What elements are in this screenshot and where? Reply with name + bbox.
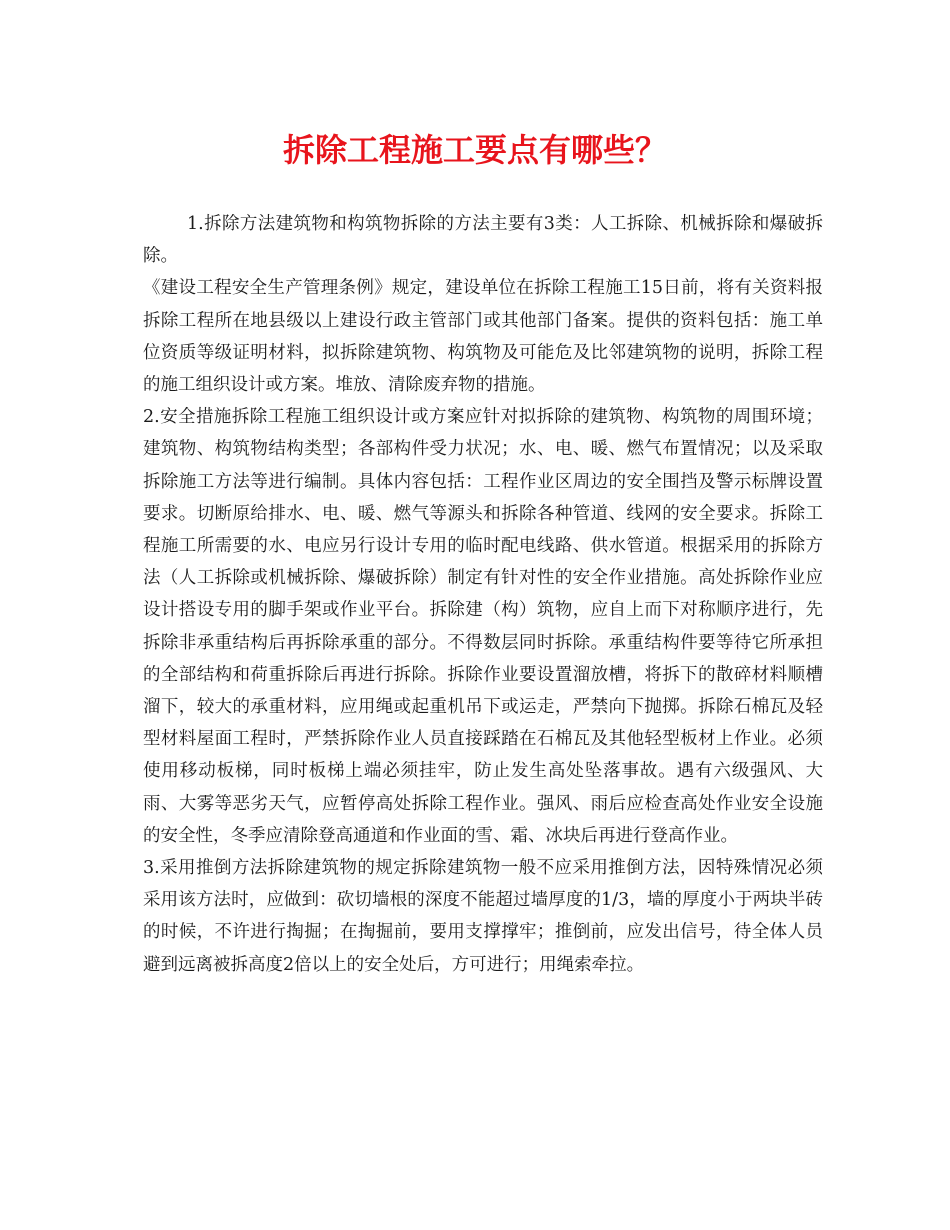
paragraph-regulation-filing: 《建设工程安全生产管理条例》规定，建设单位在拆除工程施工15日前，将有关资料报拆除工程所在地县级以上建设行政主管部门或其他部门备案。提供的资料包括：施工单位资质等级证明材料，拟拆除建筑物、构筑物及可能危及比邻建筑物的说明，拆除工程的施工组织设计或方案。堆放、清除废弃物的措施。 bbox=[143, 278, 823, 396]
document-body bbox=[143, 208, 823, 981]
paragraph-safety-measures: 2.安全措施拆除工程施工组织设计或方案应针对拟拆除的建筑物、构筑物的周围环境；建筑物、构筑物结构类型；各部构件受力状况；水、电、暖、燃气布置情况；以及采取拆除施工方法等进行编制。具体内容包括：工程作业区周边的安全围挡及警示标牌设置要求。切断原给排水、电、暖、燃气等源头和拆除各种管道、线网的安全要求。拆除工程施工所需要的水、电应另行设计专用的临时配电线路、供水管道。根据采用的拆除方法（人工拆除或机械拆除、爆破拆除）制定有针对性的安全作业措施。高处拆除作业应设计搭设专用的脚手架或作业平台。拆除建（构）筑物，应自上而下对称顺序进行，先拆除非承重结构后再拆除承重的部分。不得数层同时拆除。承重结构件要等待它所承担的全部结构和荷重拆除后再进行拆除。拆除作业要设置溜放槽，将拆下的散碎材料顺槽溜下，较大的承重材料，应用绳或起重机吊下或运走，严禁向下抛掷。拆除石棉瓦及轻型材料屋面工程时，严禁拆除作业人员直接踩踏在石棉瓦及其他轻型板材上作业。必须使用移动板梯，同时板梯上端必须挂牢，防止发生高处坠落事故。遇有六级强风、大雨、大雾等恶劣天气，应暂停高处拆除工程作业。强风、雨后应检查高处作业安全设施的安全性，冬季应清除登高通道和作业面的雪、霜、冰块后再进行登高作业。 bbox=[143, 407, 823, 846]
paragraph-push-down-rules: 3.采用推倒方法拆除建筑物的规定拆除建筑物一般不应采用推倒方法，因特殊情况必须采用该方法时，应做到：砍切墙根的深度不能超过墙厚度的1/3，墙的厚度小于两块半砖的时候，不许进行掏掘；在掏掘前，要用支撑撑牢；推倒前，应发出信号，待全体人员避到远离被拆高度2倍以上的安全处后，方可进行；用绳索牵拉。 bbox=[143, 858, 823, 975]
document-title: 拆除工程施工要点有哪些？ bbox=[282, 131, 667, 169]
paragraph-demolition-methods: 1.拆除方法建筑物和构筑物拆除的方法主要有3类：人工拆除、机械拆除和爆破拆除。 bbox=[143, 214, 823, 267]
